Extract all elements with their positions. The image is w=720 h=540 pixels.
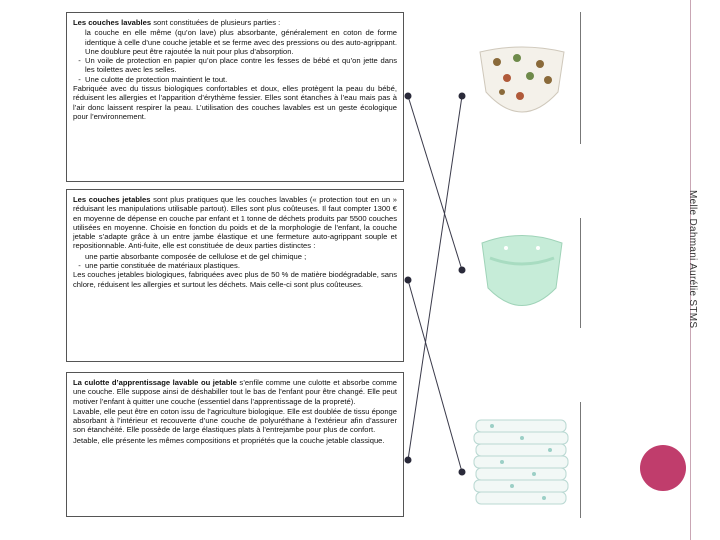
box1-outro: Fabriquée avec du tissus biologiques confortables et doux, elles protègent la peau du bébé, réduisent les allergies et l’apparition d’érythème fessier. Elles sont étanches à l’eau mais pas à l’air donc laissent respirer la peau. L’utilisation des couches lavables est un geste écologique pour l’environnement.: [73, 84, 397, 121]
match-dot-text2[interactable]: [405, 277, 412, 284]
box2-title: Les couches jetables: [73, 195, 151, 204]
box3-title: La culotte d’apprentissage lavable ou jetable: [73, 378, 237, 387]
box3-para3: Jetable, elle présente les mêmes compositions et propriétés que la couche jetable classique.: [73, 435, 385, 445]
box3-intro: s’enfile comme une culotte et absorbe comme une couche. Elle suppose ainsi de déshabiller tout le bas de l’enfant pour être changé. Elle peut motiver l’enfant à quitter une couche (essentiel dans l’apprentissage de la propreté).: [73, 378, 397, 406]
text-box-culotte: [66, 372, 404, 517]
box1-title: Les couches lavables: [73, 18, 152, 27]
disposable-diapers-stack-photo: [462, 402, 581, 518]
box1-list: [73, 28, 397, 84]
text-box-lavables: [66, 12, 404, 182]
box1-item: - Une culotte de protection maintient le tout.: [85, 75, 397, 84]
box1-intro: sont constituées de plusieurs parties :: [151, 18, 281, 27]
box1-item: - Un voile de protection en papier qu’on place contre les fesses de bébé et qu’on jette dans les toilettes avec les selles.: [85, 56, 397, 75]
text-box-jetables: [66, 189, 404, 362]
box2-list: [73, 252, 397, 271]
match-dot-text3[interactable]: [405, 457, 412, 464]
box2-intro: sont plus pratiques que les couches lavables (« protection tout en un » réduisant les manipulations utilisable partout). Elles sont plus coûteuses. Il faut compter 1300 € en moyenne de dépense en couche par enfant et 1 tonne de déchets produits par 5500 couches utilisées en moyenne. Choisie en fonction du poids et de la morphologie de l’enfant, la couche jetable s’adapte grâce à un entre jambe élastique et une fermeture auto-agrippant souple et repositionnable. Anti-fuite, elle est constituée de deux parties distinctes :: [73, 195, 397, 251]
cloth-diaper-photo: [462, 12, 581, 144]
mint-cloth-diaper-photo: [462, 218, 581, 328]
match-dot-text1[interactable]: [405, 93, 412, 100]
box2-outro: Les couches jetables biologiques, fabriquées avec plus de 50 % de matière biodégradable, sans chlore, réduisent les allergies et surtout les déchets. Mais celle-ci sont plus coûteuses.: [73, 270, 397, 289]
box2-item: - une partie constituée de matériaux plastiques.: [85, 261, 397, 270]
author-label: Melle Dahmani Aurélie STMS: [687, 190, 698, 329]
box2-item: une partie absorbante composée de cellulose et de gel chimique ;: [85, 251, 307, 261]
box3-para2: Lavable, elle peut être en coton issu de l’agriculture biologique. Elle est doublée de tissu éponge absorbant à l’intérieur et recouverte d’une couche de polyuréthane à l’extérieur afin d’assurer son étanchéité. Elle possède de large élastiques plats à l’entrejambe pour plus de confort.: [73, 406, 397, 435]
box1-item: la couche en elle même (qu’on lave) plus absorbante, généralement en coton de forme identique à celle d’une couche jetable et se ferme avec des pressions ou des auto-agrippant. Une doublure peut être rajoutée la nuit pour plus d’absorption.: [85, 28, 397, 56]
accent-circle: [640, 445, 686, 491]
